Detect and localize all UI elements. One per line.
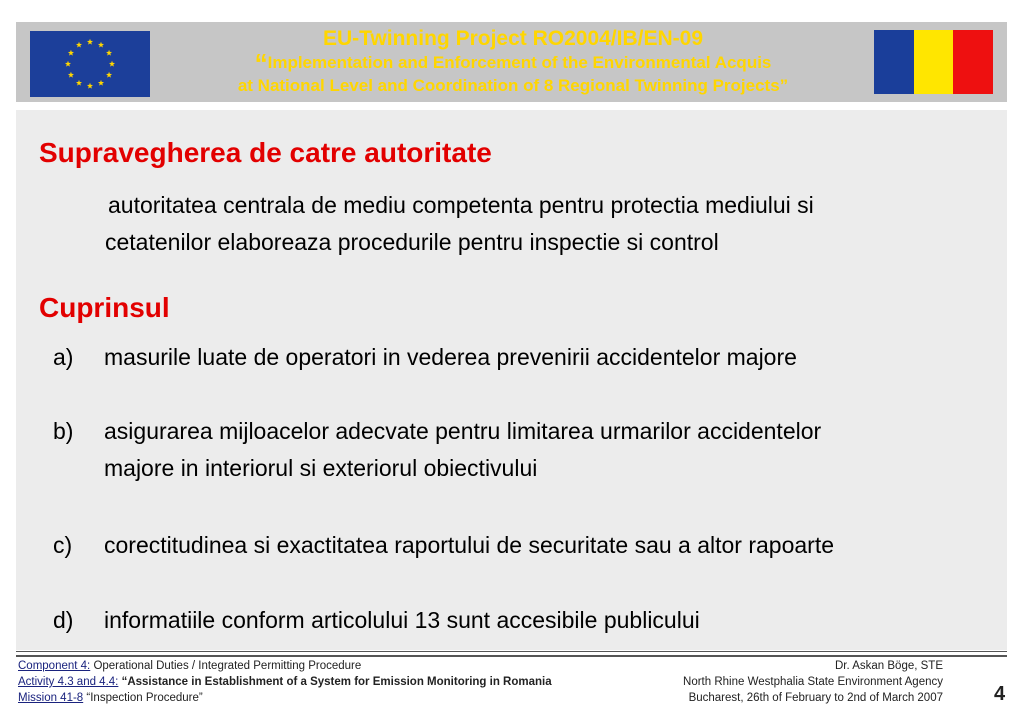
project-title <box>166 28 860 95</box>
list-item-a <box>53 339 953 376</box>
project-subtitle: at National Level and Coordination of 8 Regional Twinning Projects” <box>237 76 789 96</box>
page-number: 4 <box>994 683 1006 705</box>
project-code: EU-Twinning Project RO2004/IB/EN-09 <box>322 27 704 50</box>
section-title-contents: Cuprinsul <box>39 292 170 323</box>
romania-flag-icon <box>874 30 993 94</box>
list-marker: b) <box>53 418 74 444</box>
eu-star-icon <box>87 39 93 45</box>
footer-activity <box>18 674 552 690</box>
list-marker: d) <box>53 607 74 633</box>
list-item-text <box>104 413 953 487</box>
supervision-line-1: autoritatea centrala de mediu competenta pentru protectia mediului si <box>108 192 814 218</box>
eu-star-icon <box>68 50 74 56</box>
activity-text: “Assistance in Establishment of a System for Emission Monitoring in Romania <box>118 676 552 688</box>
footer-component <box>18 658 552 674</box>
eu-star-icon <box>76 80 82 86</box>
project-name <box>166 50 860 77</box>
eu-star-icon <box>76 42 82 48</box>
open-quote: “ <box>254 48 268 79</box>
supervision-line-2: cetatenilor elaboreaza procedurile pentru inspectie si control <box>105 229 719 255</box>
footer-place-date: Bucharest, 26th of February to 2nd of March 2007 <box>688 692 943 704</box>
supervision-paragraph <box>105 187 965 261</box>
ro-flag-yellow <box>914 30 954 94</box>
footer-left <box>18 658 552 706</box>
eu-flag-icon <box>30 31 150 97</box>
mission-text: “Inspection Procedure” <box>83 692 203 704</box>
eu-star-icon <box>106 50 112 56</box>
eu-star-icon <box>65 61 71 67</box>
footer-mission <box>18 690 552 706</box>
eu-star-icon <box>98 80 104 86</box>
eu-star-icon <box>109 61 115 67</box>
component-link[interactable]: Component 4: <box>18 660 91 672</box>
footer-divider-thick <box>16 655 1007 657</box>
eu-star-icon <box>98 42 104 48</box>
list-marker: c) <box>53 532 73 558</box>
mission-link[interactable]: Mission 41-8 <box>18 692 84 704</box>
slide-content <box>16 110 1007 650</box>
header-banner <box>16 22 1007 102</box>
list-item-b <box>53 413 953 487</box>
list-item-text: masurile luate de operatori in vederea prevenirii accidentelor majore <box>104 344 797 370</box>
list-item-c <box>53 527 953 564</box>
footer-right <box>683 658 943 706</box>
list-item-line-2: majore in interiorul si exteriorul obiectivului <box>104 455 538 481</box>
ro-flag-blue <box>874 30 914 94</box>
list-item-text: informatiile conform articolului 13 sunt accesibile publicului <box>104 607 700 633</box>
eu-star-icon <box>87 83 93 89</box>
list-item-text: corectitudinea si exactitatea raportului de securitate sau a altor rapoarte <box>104 532 835 558</box>
eu-star-icon <box>106 72 112 78</box>
list-item-line-1: asigurarea mijloacelor adecvate pentru limitarea urmarilor accidentelor <box>104 418 822 444</box>
footer-agency: North Rhine Westphalia State Environment Agency <box>683 676 943 688</box>
section-title-supervision: Supravegherea de catre autoritate <box>39 137 492 168</box>
footer-author: Dr. Askan Böge, STE <box>834 660 943 672</box>
footer-divider-thin <box>16 651 1007 652</box>
component-text: Operational Duties / Integrated Permitting Procedure <box>90 660 362 672</box>
eu-star-icon <box>68 72 74 78</box>
activity-link[interactable]: Activity 4.3 and 4.4: <box>18 676 119 688</box>
list-item-d <box>53 602 953 639</box>
list-marker: a) <box>53 344 74 370</box>
project-name-text: Implementation and Enforcement of the Environmental Acquis <box>267 53 772 73</box>
ro-flag-red <box>953 30 993 94</box>
